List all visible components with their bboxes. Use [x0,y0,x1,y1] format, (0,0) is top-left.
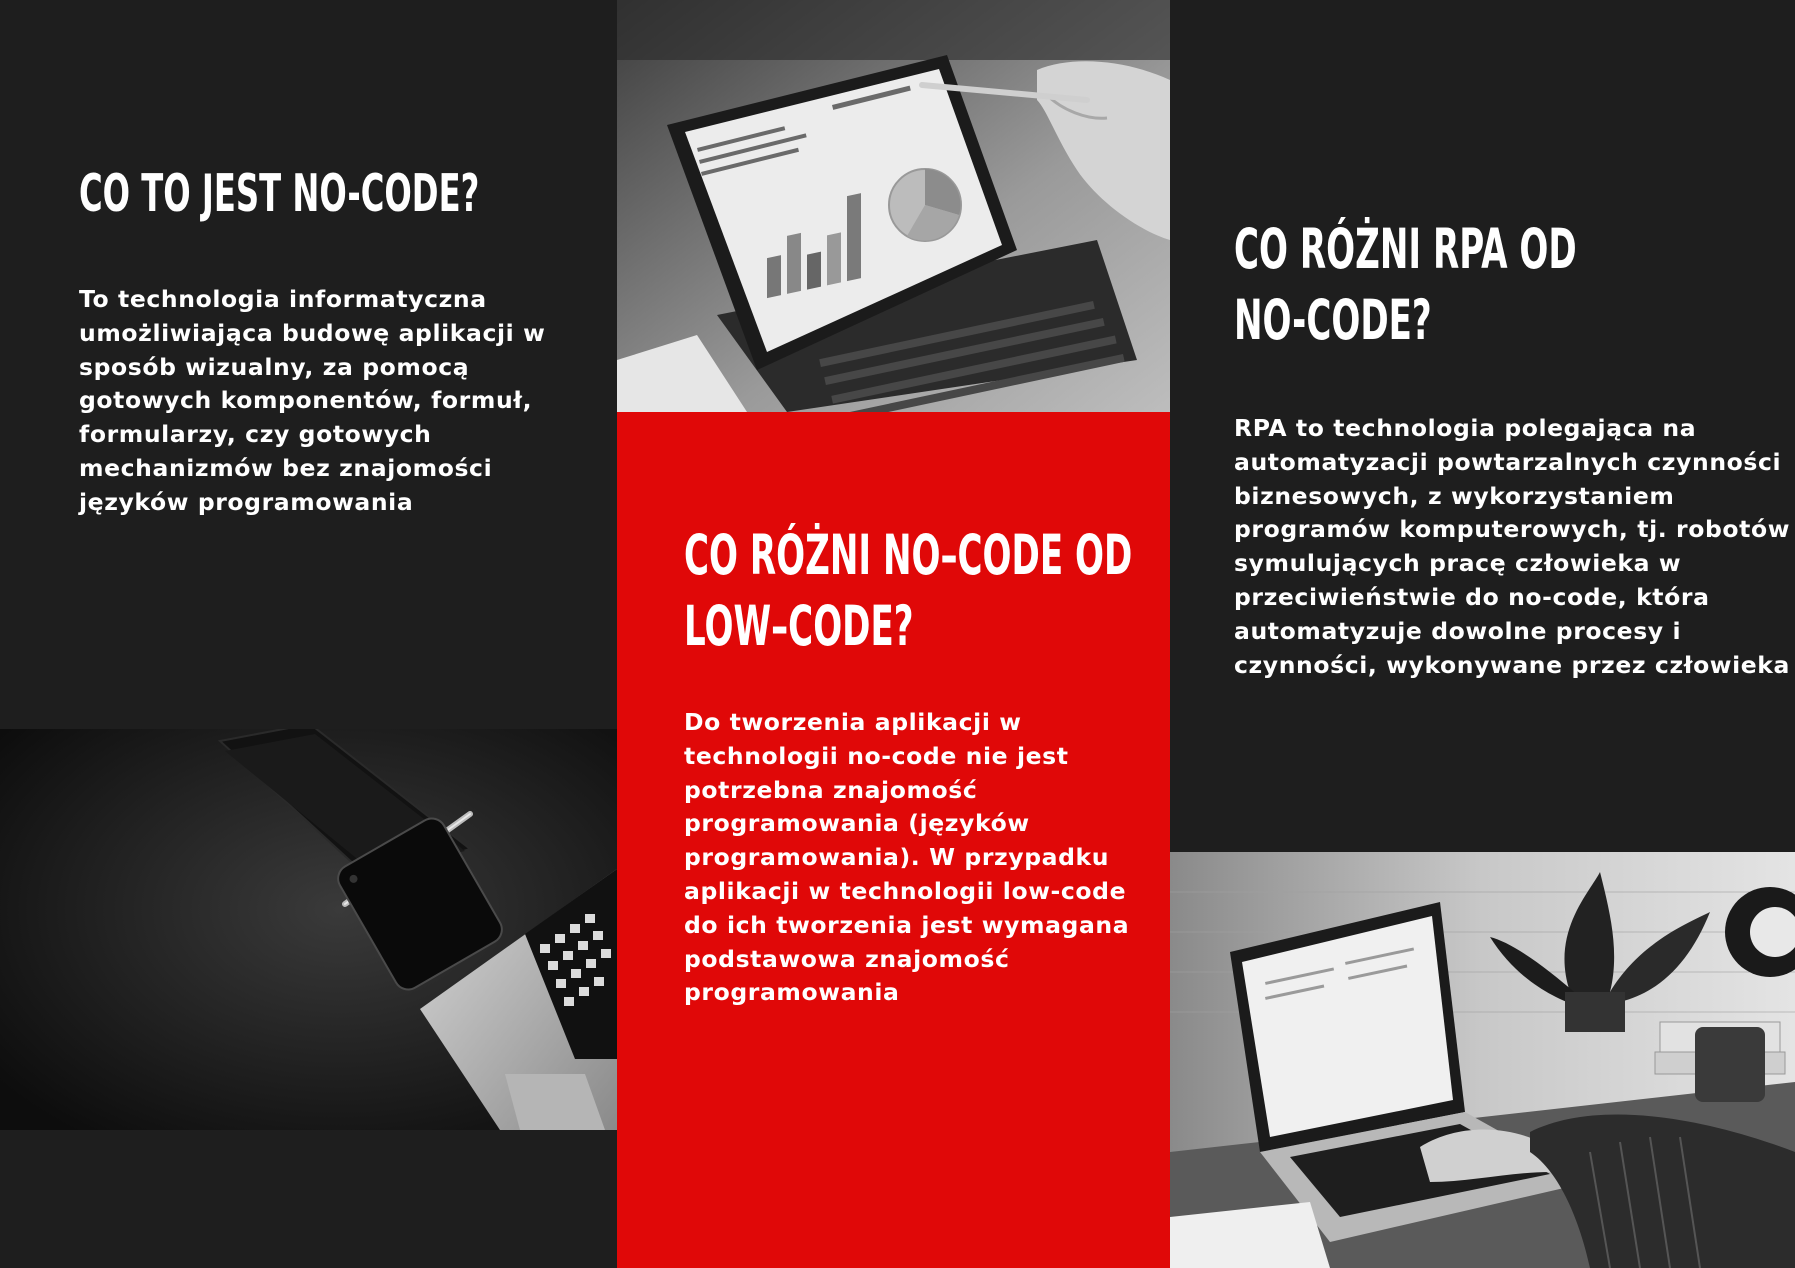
right-heading: CO RÓŻNI RPA OD NO-CODE? [1234,217,1577,352]
left-panel [0,0,617,1268]
tablet-photo [617,0,1170,412]
laptop-photo [1170,852,1795,1268]
right-body-text: RPA to technologia polegająca na automatyzacji powtarzalnych czynności biznesowych, z wykorzystaniem programów komputerowych, tj. robotów symulujących pracę człowieka w przeciwieństwie do no-code, która automatyzuje dowolne procesy i czynności, wykonywane przez człowieka [1234,414,1791,679]
desk-photo [0,729,617,1130]
middle-body-text: Do tworzenia aplikacji w technologii no-code nie jest potrzebna znajomość programowania (języków programowania). W przypadku aplikacji w technologii low-code do ich tworzenia jest wymagana podstawowa znajomość programowania [684,708,1130,1007]
left-heading: CO TO JEST NO-CODE? [79,164,480,224]
right-panel [1170,0,1795,1268]
middle-heading: CO RÓŻNI NO–CODE OD LOW–CODE? [684,523,1133,658]
middle-panel [617,0,1170,1268]
left-body-text: To technologia informatyczna umożliwiająca budowę aplikacji w sposób wizualny, za pomocą gotowych komponentów, formuł, formularzy, czy gotowych mechanizmów bez znajomości języków programowania [79,285,546,516]
